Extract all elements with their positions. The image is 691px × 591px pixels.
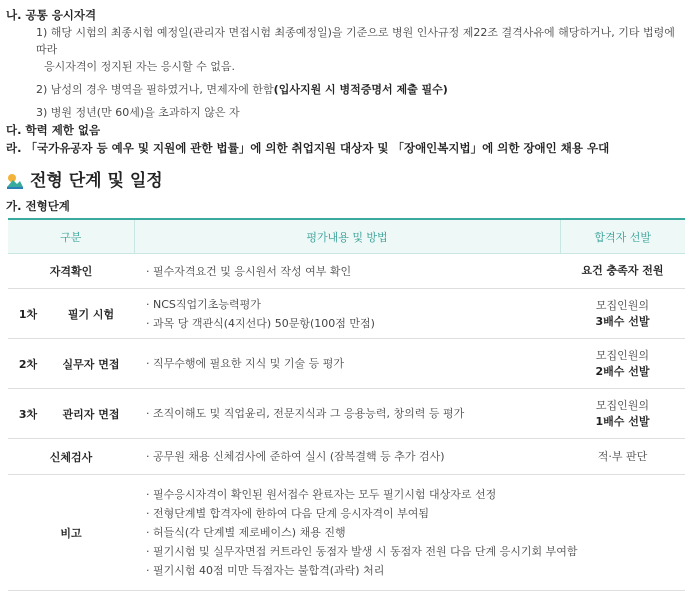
table-row [8, 439, 685, 475]
stage-name: 신체검사 [8, 439, 134, 475]
stage-desc [134, 339, 560, 389]
stage-name: 실무자 면접 [48, 339, 134, 389]
stage-result [560, 254, 685, 289]
stage-name: 비고 [8, 475, 134, 591]
qualification-item-2-bold: (입사지원 시 병적증명서 제출 필수) [273, 83, 448, 96]
desc-item: · 필수응시자격이 확인된 원서접수 완료자는 모두 필기시험 대상자로 선정 [146, 485, 685, 504]
remarks-desc [134, 475, 685, 591]
result-line: 모집인원의 [595, 398, 650, 412]
stage-desc [134, 289, 560, 339]
section-title-text: 전형 단계 및 일정 [30, 171, 163, 191]
result-line: 1배수 선발 [595, 414, 650, 428]
table-row [8, 254, 685, 289]
qualification-item-1-line-1: 1) 해당 시험의 최종시험 예정일(관리자 면접시험 최종예정일)을 기준으로 병원 인사규정 제22조 결격사유에 해당하거나, 기타 법령에 따라 [36, 26, 675, 56]
stage-result [560, 289, 685, 339]
qualification-item-1-line-2: 응시자격이 정지된 자는 응시할 수 없음. [44, 60, 235, 73]
desc-item: · 필수자격요건 및 응시원서 작성 여부 확인 [146, 262, 560, 281]
table-header-row [8, 219, 685, 254]
qualification-item-2-text: 2) 남성의 경우 병역을 필하였거나, 면제자에 한함 [36, 83, 274, 96]
result-line: 요건 충족자 전원 [581, 264, 664, 277]
header-evaluation: 평가내용 및 방법 [134, 219, 560, 254]
result-line: 적·부 판단 [597, 449, 648, 463]
selection-stages-table [8, 218, 685, 591]
desc-item: · 과목 당 객관식(4지선다) 50문항(100점 만점) [146, 314, 560, 333]
table-row [8, 339, 685, 389]
table-row [8, 475, 685, 591]
desc-item: · 전형단계별 합격자에 한하여 다음 단계 응시자격이 부여됨 [146, 504, 685, 523]
stage-result [560, 389, 685, 439]
desc-item: · 공무원 채용 신체검사에 준하여 실시 (잠복결핵 등 추가 검사) [146, 447, 560, 466]
section-title [6, 170, 163, 192]
stage-number: 1차 [8, 289, 48, 339]
desc-item: · 필기시험 40점 미만 득점자는 불합격(과락) 처리 [146, 561, 685, 580]
stage-desc [134, 254, 560, 289]
qualification-item-3: 3) 병원 정년(만 60세)을 초과하지 않은 자 [36, 106, 240, 119]
table-row [8, 289, 685, 339]
result-line: 3배수 선발 [595, 314, 650, 328]
desc-item: · 조직이해도 및 직업윤리, 전문지식과 그 응용능력, 창의력 등 평가 [146, 404, 560, 423]
stage-name: 필기 시험 [48, 289, 134, 339]
result-line: 2배수 선발 [595, 364, 650, 378]
landscape-icon [6, 172, 24, 190]
stage-number: 2차 [8, 339, 48, 389]
desc-item: · 허들식(각 단계별 제로베이스) 채용 진행 [146, 523, 685, 542]
stage-desc [134, 389, 560, 439]
table-row [8, 389, 685, 439]
preference-note: 라. 「국가유공자 등 예우 및 지원에 관한 법률」에 의한 취업지원 대상자 및 「장애인복지법」에 의한 장애인 채용 우대 [6, 141, 610, 155]
sub-title: 가. 전형단계 [6, 199, 70, 213]
education-note: 다. 학력 제한 없음 [6, 123, 101, 137]
desc-item: · 직무수행에 필요한 지식 및 기술 등 평가 [146, 354, 560, 373]
qualification-item-2 [6, 81, 686, 98]
stage-name: 자격확인 [8, 254, 134, 289]
result-line: 모집인원의 [595, 298, 650, 312]
desc-item: · NCS직업기초능력평가 [146, 295, 560, 314]
header-category: 구분 [8, 219, 134, 254]
desc-item: · 필기시험 및 실무자면접 커트라인 동점자 발생 시 동점자 전원 다음 단계 응시기회 부여함 [146, 542, 685, 561]
stage-desc [134, 439, 560, 475]
stage-result [560, 339, 685, 389]
stage-number: 3차 [8, 389, 48, 439]
stage-name: 관리자 면접 [48, 389, 134, 439]
stage-result [560, 439, 685, 475]
header-selection: 합격자 선발 [560, 219, 685, 254]
result-line: 모집인원의 [595, 348, 650, 362]
qualification-heading: 나. 공통 응시자격 [6, 8, 97, 22]
